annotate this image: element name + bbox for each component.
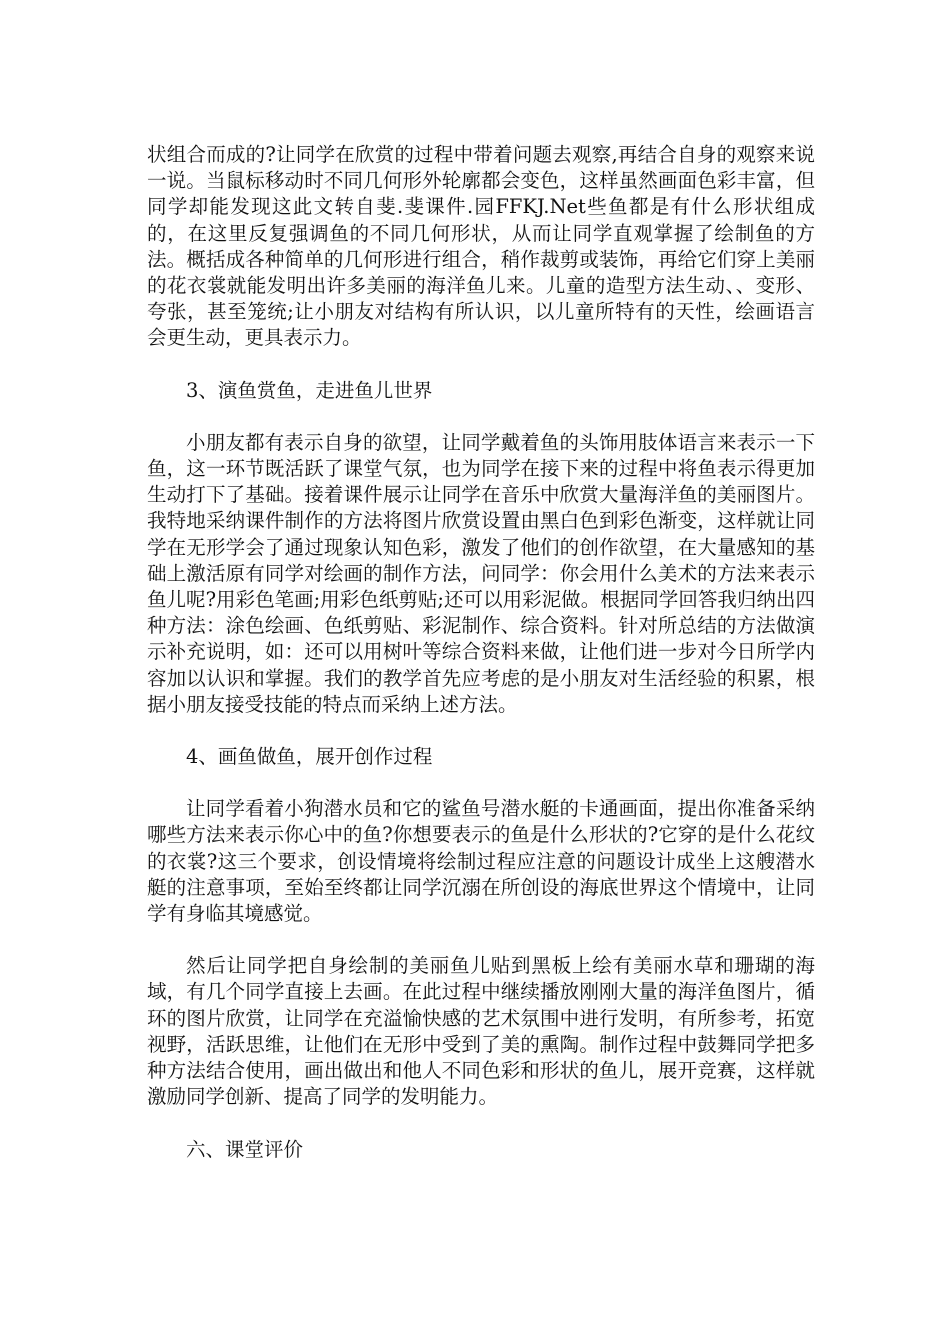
- paragraph-gap: [147, 718, 815, 744]
- paragraph-gap: [147, 927, 815, 953]
- paragraph-gap: [147, 770, 815, 796]
- paragraph-performing-fish: 小朋友都有表示自身的欲望，让同学戴着鱼的头饰用肢体语言来表示一下鱼，这一环节既活跃了课堂气氛，也为同学在接下来的过程中将鱼表示得更加生动打下了基础。接着课件展示让同学在音乐中欣赏大量海洋鱼的美丽图片。我特地采纳课件制作的方法将图片欣赏设置由黑白色到彩色渐变，这样就让同学在无形学会了通过现象认知色彩，激发了他们的创作欲望，在大量感知的基础上激活原有同学对绘画的制作方法，问同学：你会用什么美术的方法来表示鱼儿呢?用彩色笔画;用彩色纸剪贴;还可以用彩泥做。根据同学回答我归纳出四种方法：涂色绘画、色纸剪贴、彩泥制作、综合资料。针对所总结的方法做演示补充说明，如：还可以用树叶等综合资料来做，让他们进一步对今日所学内容加以认识和掌握。我们的教学首先应考虑的是小朋友对生活经验的积累，根据小朋友接受技能的特点而采纳上述方法。: [147, 430, 815, 716]
- section-heading-4: 4、画鱼做鱼，展开创作过程: [186, 745, 433, 769]
- paragraph-gap: [147, 1111, 815, 1137]
- paragraph-shape-analysis: 状组合而成的?让同学在欣赏的过程中带着问题去观察,再结合自身的观察来说一说。当鼠标移动时不同几何形外轮廓都会变色，这样虽然画面色彩丰富，但同学却能发现这此文转自斐.斐课件.园FFKJ.Net些鱼都是有什么形状组成的，在这里反复强调鱼的不同几何形状，从而让同学直观掌握了绘制鱼的方法。概括成各种简单的几何形进行组合，稍作裁剪或装饰，再给它们穿上美丽的花衣裳就能发明出许多美丽的海洋鱼儿来。儿童的造型方法生动、、变形、夸张，甚至笼统;让小朋友对结构有所认识，以儿童所特有的天性，绘画语言会更生动，更具表示力。: [147, 143, 815, 350]
- document-page: [147, 142, 815, 1163]
- section-heading-3: 3、演鱼赏鱼，走进鱼儿世界: [186, 378, 433, 402]
- paragraph-submarine-scenario: 让同学看着小狗潜水员和它的鲨鱼号潜水艇的卡通画面，提出你准备采纳哪些方法来表示你心中的鱼?你想要表示的鱼是什么形状的?它穿的是什么花纹的衣裳?这三个要求，创设情境将绘制过程应注意的问题设计成坐上这艘潜水艇的注意事项，至始至终都让同学沉溺在所创设的海底世界这个情境中，让同学有身临其境感觉。: [147, 797, 815, 926]
- paragraph-gap: [147, 352, 815, 378]
- paragraph-gap: [147, 404, 815, 430]
- paragraph-creation-process: 然后让同学把自身绘制的美丽鱼儿贴到黑板上绘有美丽水草和珊瑚的海域，有几个同学直接上去画。在此过程中继续播放刚刚大量的海洋鱼图片，循环的图片欣赏，让同学在充溢愉快感的艺术氛围中进行发明，有所参考，拓宽视野，活跃思维，让他们在无形中受到了美的熏陶。制作过程中鼓舞同学把多种方法结合使用，画出做出和他人不同色彩和形状的鱼儿，展开竞赛，这样就激励同学创新、提高了同学的发明能力。: [147, 954, 815, 1109]
- section-heading-6: 六、课堂评价: [186, 1137, 304, 1161]
